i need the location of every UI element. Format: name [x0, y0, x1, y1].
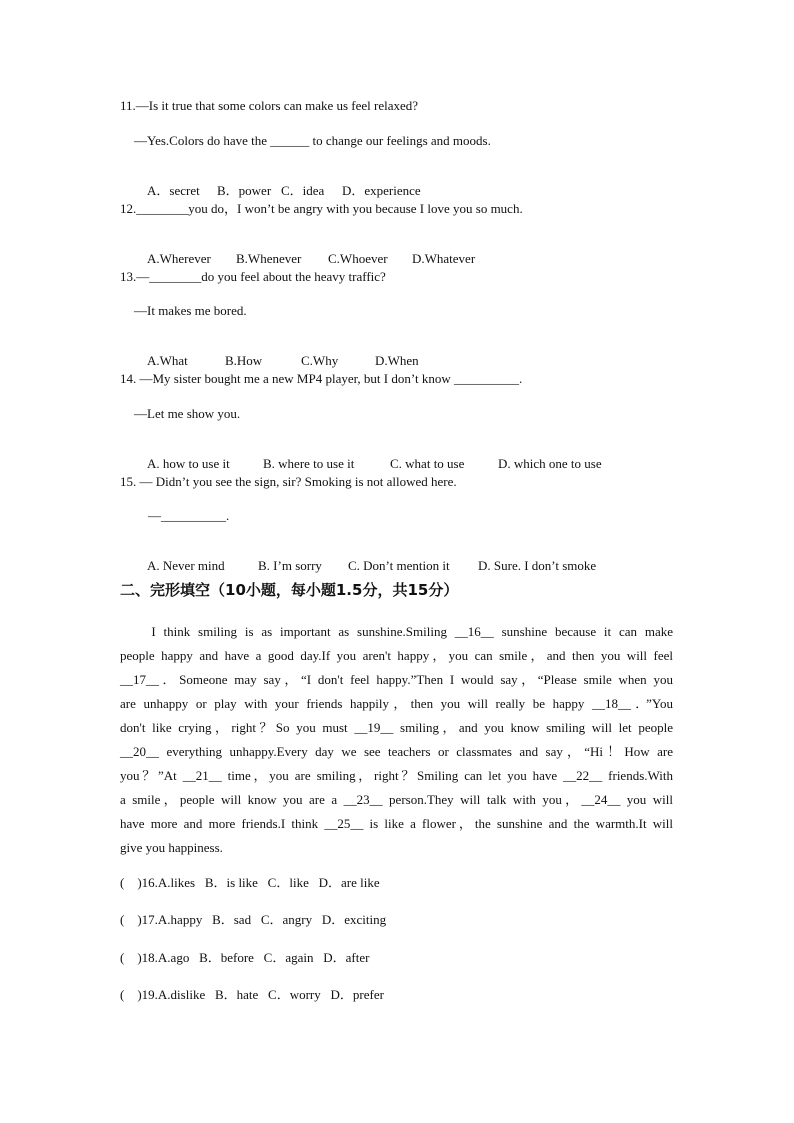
- passage-line: I think smiling is as important as sunshine.Smiling __16__ sunshine because it can make: [120, 624, 673, 639]
- section-heading: 二、完形填空（10小题，每小题1.5分，共15分）: [120, 581, 459, 599]
- option-b: B．power: [217, 183, 272, 198]
- passage-line: have more and more friends.I think __25__ is like a flower，the sunshine and the warmth.It will: [120, 816, 673, 831]
- question-15-reply: —__________.: [148, 508, 230, 523]
- passage-line: you？”At __21__ time，you are smiling，right？Smiling can let you have __22__ friends.With: [120, 768, 673, 783]
- option-b: B.How: [225, 353, 263, 368]
- cloze-item-16: ( )16.A.likes B．is like C．like D．are like: [120, 875, 380, 890]
- option-d: D．experience: [342, 183, 421, 198]
- option-a: A. how to use it: [147, 456, 230, 471]
- cloze-item-19: ( )19.A.dislike B．hate C．worry D．prefer: [120, 987, 384, 1002]
- option-a: A. Never mind: [147, 558, 225, 573]
- question-12-stem: 12.________you do，I won’t be angry with you because I love you so much.: [120, 201, 523, 216]
- option-c: C. what to use: [390, 456, 465, 471]
- option-a: A.Wherever: [147, 251, 211, 266]
- cloze-item-17: ( )17.A.happy B．sad C．angry D．exciting: [120, 912, 387, 927]
- cloze-passage: [120, 620, 673, 860]
- option-b: B. I’m sorry: [258, 558, 322, 573]
- option-d: D.When: [375, 353, 419, 368]
- option-a: A.What: [147, 353, 188, 368]
- passage-line: give you happiness.: [120, 840, 223, 855]
- passage-line: people happy and have a good day.If you aren't happy，you can smile，and then you will feel: [120, 648, 673, 663]
- question-14-stem: 14. —My sister bought me a new MP4 player, but I don’t know __________.: [120, 371, 523, 386]
- passage-line: a smile，people will know you are a __23__ person.They will talk with you，__24__ you will: [120, 792, 673, 807]
- passage-line: don't like crying，right？So you must __19__ smiling，and you know smiling will let people: [120, 720, 673, 735]
- option-c: C.Whoever: [328, 251, 388, 266]
- passage-line: are unhappy or play with your friends happily，then you will really be happy __18__．”You: [120, 696, 673, 711]
- option-c: C．idea: [281, 183, 325, 198]
- option-b: B.Whenever: [236, 251, 302, 266]
- question-13-reply: —It makes me bored.: [134, 303, 247, 318]
- option-a: A．secret: [147, 183, 200, 198]
- question-14-reply: —Let me show you.: [134, 406, 241, 421]
- question-13-stem: 13.—________do you feel about the heavy traffic?: [120, 269, 386, 284]
- option-d: D.Whatever: [412, 251, 476, 266]
- passage-line: __17__．Someone may say，“I don't feel happy.”Then I would say，“Please smile when you: [120, 672, 673, 687]
- passage-line: __20__ everything unhappy.Every day we see teachers or classmates and say，“Hi！How are: [120, 744, 673, 759]
- option-c: C. Don’t mention it: [348, 558, 450, 573]
- option-b: B. where to use it: [263, 456, 355, 471]
- option-c: C.Why: [301, 353, 339, 368]
- cloze-item-18: ( )18.A.ago B．before C．again D．after: [120, 950, 370, 965]
- option-d: D. Sure. I don’t smoke: [478, 558, 597, 573]
- question-11-reply: —Yes.Colors do have the ______ to change our feelings and moods.: [134, 133, 491, 148]
- question-11-stem: 11.—Is it true that some colors can make us feel relaxed?: [120, 98, 419, 113]
- question-15-stem: 15. — Didn’t you see the sign, sir? Smoking is not allowed here.: [120, 474, 457, 489]
- option-d: D. which one to use: [498, 456, 602, 471]
